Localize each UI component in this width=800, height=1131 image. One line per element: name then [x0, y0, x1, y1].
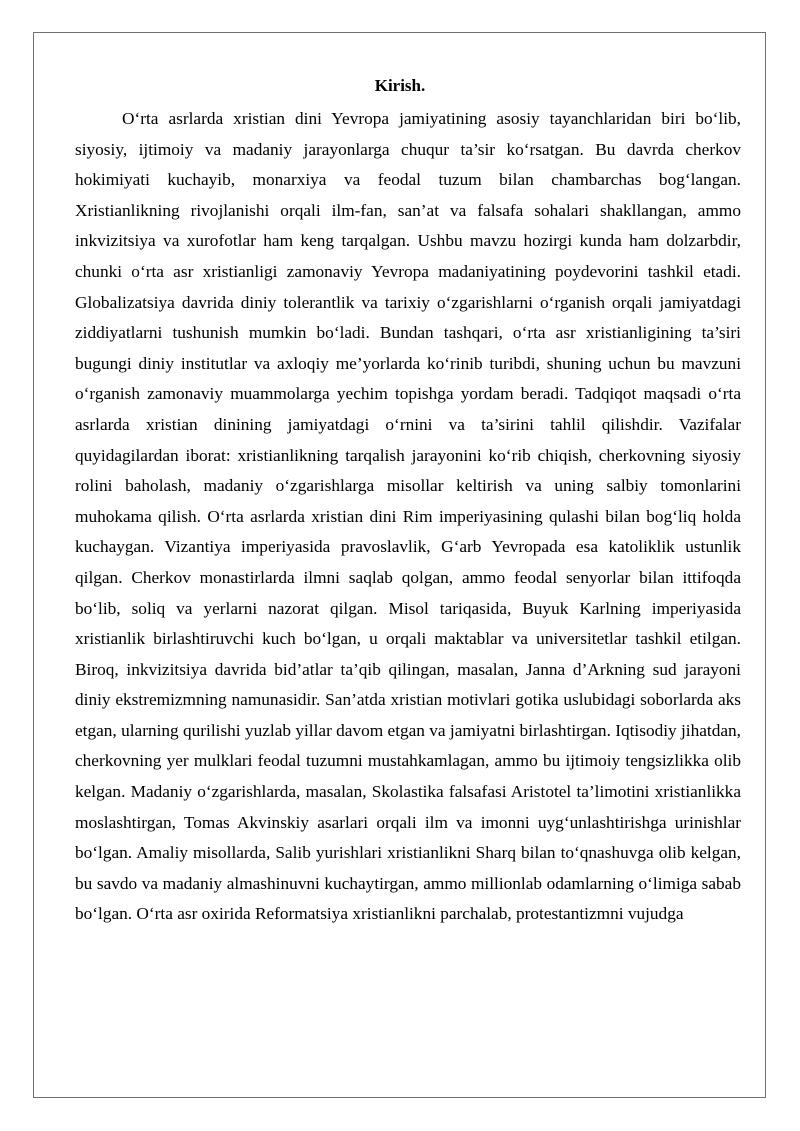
document-title: Kirish. — [374, 76, 426, 95]
body-paragraph: O‘rta asrlarda xristian dini Yevropa jamiyatining asosiy tayanchlaridan biri bo‘lib, siyosiy, ijtimoiy va madaniy jarayonlarga chuqur ta’sir ko‘rsatgan. Bu davrda cherkov hokimiyati kuchayib, monarxiya va feodal tuzum bilan chambarchas bog‘langan. Xristianlikning rivojlanishi orqali ilm-fan, san’at va falsafa sohalari shakllangan, ammo inkvizitsiya va xurofotlar ham keng tarqalgan. Ushbu mavzu hozirgi kunda ham dolzarbdir, chunki o‘rta asr xristianligi zamonaviy Yevropa madaniyatining poydevorini tashkil etadi. Globalizatsiya davrida diniy tolerantlik va tarixiy o‘zgarishlarni o‘rganish orqali jamiyatdagi ziddiyatlarni tushunish mumkin bo‘ladi. Bundan tashqari, o‘rta asr xristianligining ta’siri bugungi diniy institutlar va axloqiy me’yorlarda ko‘rinib turibdi, shuning uchun bu mavzuni o‘rganish zamonaviy muammolarga yechim topishga yordam beradi. Tadqiqot maqsadi o‘rta asrlarda xristian dinining jamiyatdagi o‘rnini va ta’sirini tahlil qilishdir. Vazifalar quyidagilardan iborat: xristianlikning tarqalish jarayonini ko‘rib chiqish, cherkovning siyosiy rolini baholash, madaniy o‘zgarishlarga misollar keltirish va uning salbiy tomonlarini muhokama qilish. O‘rta asrlarda xristian dini Rim imperiyasining qulashi bilan bog‘liq holda kuchaygan. Vizantiya imperiyasida pravoslavlik, G‘arb Yevropada esa katoliklik ustunlik qilgan. Cherkov monastirlarda ilmni saqlab qolgan, ammo feodal senyorlar bilan ittifoqda bo‘lib, soliq va yerlarni nazorat qilgan. Misol tariqasida, Buyuk Karlning imperiyasida xristianlik birlashtiruvchi kuch bo‘lgan, u orqali maktablar va universitetlar tashkil etilgan. Biroq, inkvizitsiya davrida bid’atlar ta’qib qilingan, masalan, Janna d’Arkning sud jarayoni diniy ekstremizmning namunasidir. San’atda xristian motivlari gotika uslubidagi soborlarda aks etgan, ularning qurilishi yuzlab yillar davom etgan va jamiyatni birlashtirgan. Iqtisodiy jihatdan, cherkovning yer mulklari feodal tuzumni mustahkamlagan, ammo bu ijtimoiy tengsizlikka olib kelgan. Madaniy o‘zgarishlarda, masalan, Skolastika falsafasi Aristotel ta’limotini xristianlikka moslashtirgan, Tomas Akvinskiy asarlari orqali ilm va imonni uyg‘unlashtirishga urinishlar bo‘lgan. Amaliy misollarda, Salib yurishlari xristianlikni Sharq bilan to‘qnashuvga olib kelgan, bu savdo va madaniy almashinuvni kuchaytirgan, ammo millionlab odamlarning o‘limiga sabab bo‘lgan. O‘rta asr oxirida Reformatsiya xristianlikni parchalab, protestantizmni vujudga — [75, 109, 741, 924]
